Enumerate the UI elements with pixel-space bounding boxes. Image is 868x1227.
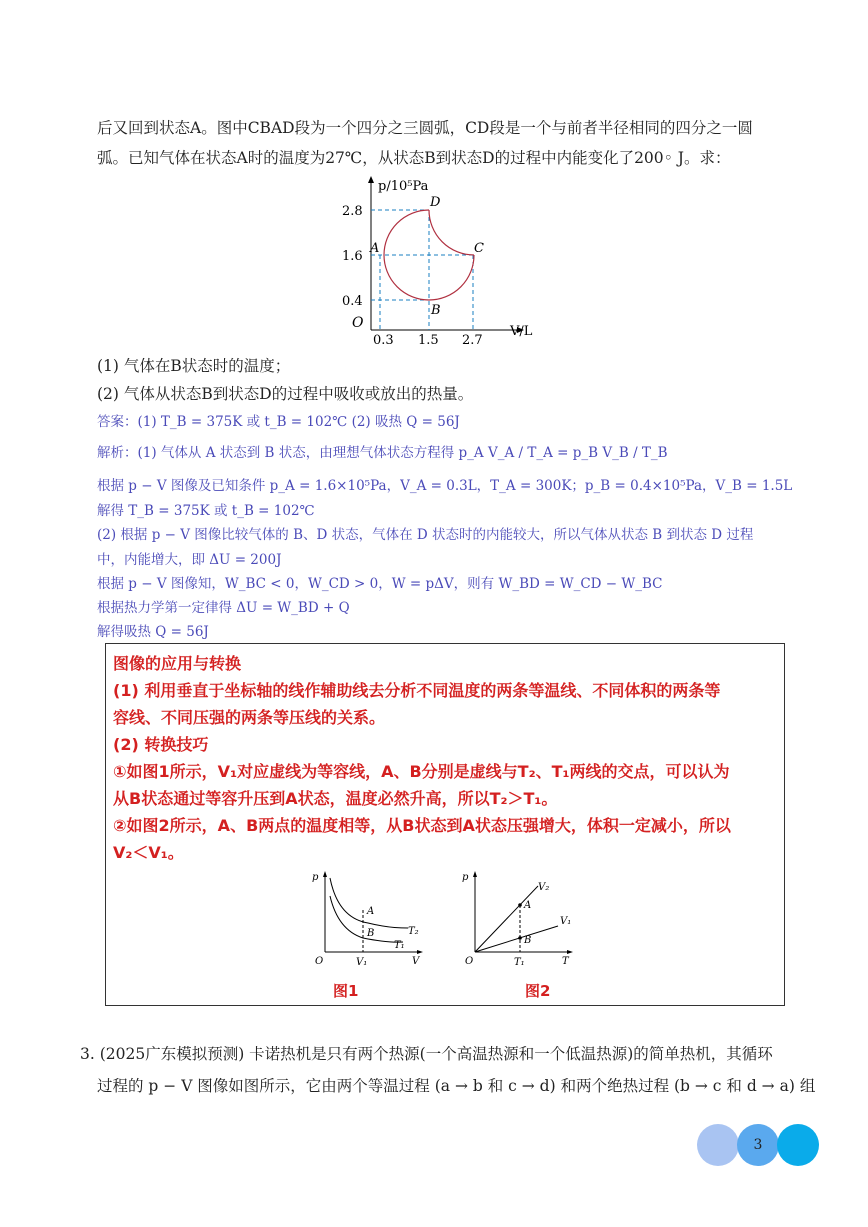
fig1-origin: O xyxy=(315,956,324,967)
answer-line-3: 根据 p − V 图像及已知条件 p_A = 1.6×10⁵Pa，V_A = 0.3L，T_A = 300K；p_B = 0.4×10⁵Pa，V_B = 1.5L xyxy=(97,478,793,494)
box-line-1: (1) 利用垂直于坐标轴的线作辅助线去分析不同温度的两条等温线、不同体积的两条等 xyxy=(113,681,721,700)
page-number: 3 xyxy=(753,1137,763,1153)
figure-2-isochores xyxy=(458,868,578,968)
fig2-v2-label: V₂ xyxy=(538,882,550,893)
answer-line-2: 解析：(1) 气体从 A 状态到 B 状态，由理想气体状态方程得 p_A V_A / T_A = p_B V_B / T_B xyxy=(97,445,668,461)
fig1-point-a: A xyxy=(367,906,375,917)
answer-line-6: 中，内能增大，即 ΔU = 200J xyxy=(97,552,282,568)
fig1-t2-label: T₂ xyxy=(408,926,419,937)
pv-graph xyxy=(340,170,540,348)
question-2: (2) 气体从状态B到状态D的过程中吸收或放出的热量。 xyxy=(97,385,474,403)
figure-1-isotherms xyxy=(308,868,428,968)
intro-line-2: 弧。已知气体在状态A时的温度为27℃，从状态B到状态D的过程中内能变化了200◦ J。求： xyxy=(97,149,731,167)
point-c-label: C xyxy=(474,241,484,256)
fig1-v1-label: V₁ xyxy=(356,957,368,968)
fig2-p-label: p xyxy=(462,872,469,883)
box-line-2: 容线、不同压强的两条等压线的关系。 xyxy=(113,708,386,727)
xtick-1: 0.3 xyxy=(373,333,394,348)
point-b-label: B xyxy=(431,303,441,318)
ytick-2: 1.6 xyxy=(342,249,363,264)
answer-line-9: 解得吸热 Q = 56J xyxy=(97,624,209,640)
page-decoration-circle-3 xyxy=(777,1124,819,1166)
box-line-5: 从B状态通过等容升压到A状态，温度必然升高，所以T₂＞T₁。 xyxy=(113,789,558,808)
graph-xlabel: V/L xyxy=(510,324,533,339)
figure-2-caption: 图2 xyxy=(525,982,551,1000)
box-line-3: (2) 转换技巧 xyxy=(113,735,209,754)
fig2-point-a: A xyxy=(524,900,532,911)
fig2-v1-label: V₁ xyxy=(560,916,572,927)
fig1-v-label: V xyxy=(412,956,420,967)
question-3-line-2: 过程的 p − V 图像如图所示，它由两个等温过程 (a → b 和 c → d) 和两个绝热过程 (b → c 和 d → a) 组 xyxy=(97,1077,816,1095)
question-3-line-1: 3. (2025广东模拟预测) 卡诺热机是只有两个热源(一个高温热源和一个低温热源)的简单热机，其循环 xyxy=(80,1045,773,1063)
box-line-7: V₂＜V₁。 xyxy=(113,843,184,862)
xtick-3: 2.7 xyxy=(462,333,483,348)
graph-ylabel: p/10⁵Pa xyxy=(378,179,429,194)
box-line-6: ②如图2所示，A、B两点的温度相等，从B状态到A状态压强增大，体积一定减小，所以 xyxy=(113,816,731,835)
answer-line-7: 根据 p − V 图像知，W_BC < 0，W_CD > 0，W = pΔV，则有 W_BD = W_CD − W_BC xyxy=(97,576,663,592)
fig2-t1-label: T₁ xyxy=(514,957,525,968)
question-1: (1) 气体在B状态时的温度； xyxy=(97,357,291,375)
fig2-t-label: T xyxy=(562,956,569,967)
fig2-point-b: B xyxy=(524,935,532,946)
figure-1-caption: 图1 xyxy=(333,982,359,1000)
ytick-3: 0.4 xyxy=(342,294,363,309)
fig1-p-label: p xyxy=(312,872,319,883)
point-d-label: D xyxy=(430,195,441,210)
box-line-4: ①如图1所示，V₁对应虚线为等容线，A、B分别是虚线与T₂、T₁两线的交点，可以认为 xyxy=(113,762,730,781)
graph-origin: O xyxy=(352,315,364,331)
ytick-1: 2.8 xyxy=(342,204,363,219)
point-a-label: A xyxy=(370,241,380,256)
intro-line-1: 后又回到状态A。图中CBAD段为一个四分之三圆弧，CD段是一个与前者半径相同的四分之一圆 xyxy=(97,119,753,137)
page-decoration-circle-1 xyxy=(697,1124,739,1166)
xtick-2: 1.5 xyxy=(418,333,439,348)
box-title: 图像的应用与转换 xyxy=(113,654,242,673)
answer-line-5: (2) 根据 p − V 图像比较气体的 B、D 状态，气体在 D 状态时的内能较大，所以气体从状态 B 到状态 D 过程 xyxy=(97,527,754,543)
answer-line-4: 解得 T_B = 375K 或 t_B = 102℃ xyxy=(97,503,315,519)
fig2-origin: O xyxy=(465,956,474,967)
fig1-point-b: B xyxy=(367,928,375,939)
fig1-t1-label: T₁ xyxy=(394,940,405,951)
answer-line-8: 根据热力学第一定律得 ΔU = W_BD + Q xyxy=(97,600,350,616)
answer-line-1: 答案：(1) T_B = 375K 或 t_B = 102℃ (2) 吸热 Q = 56J xyxy=(97,414,460,430)
